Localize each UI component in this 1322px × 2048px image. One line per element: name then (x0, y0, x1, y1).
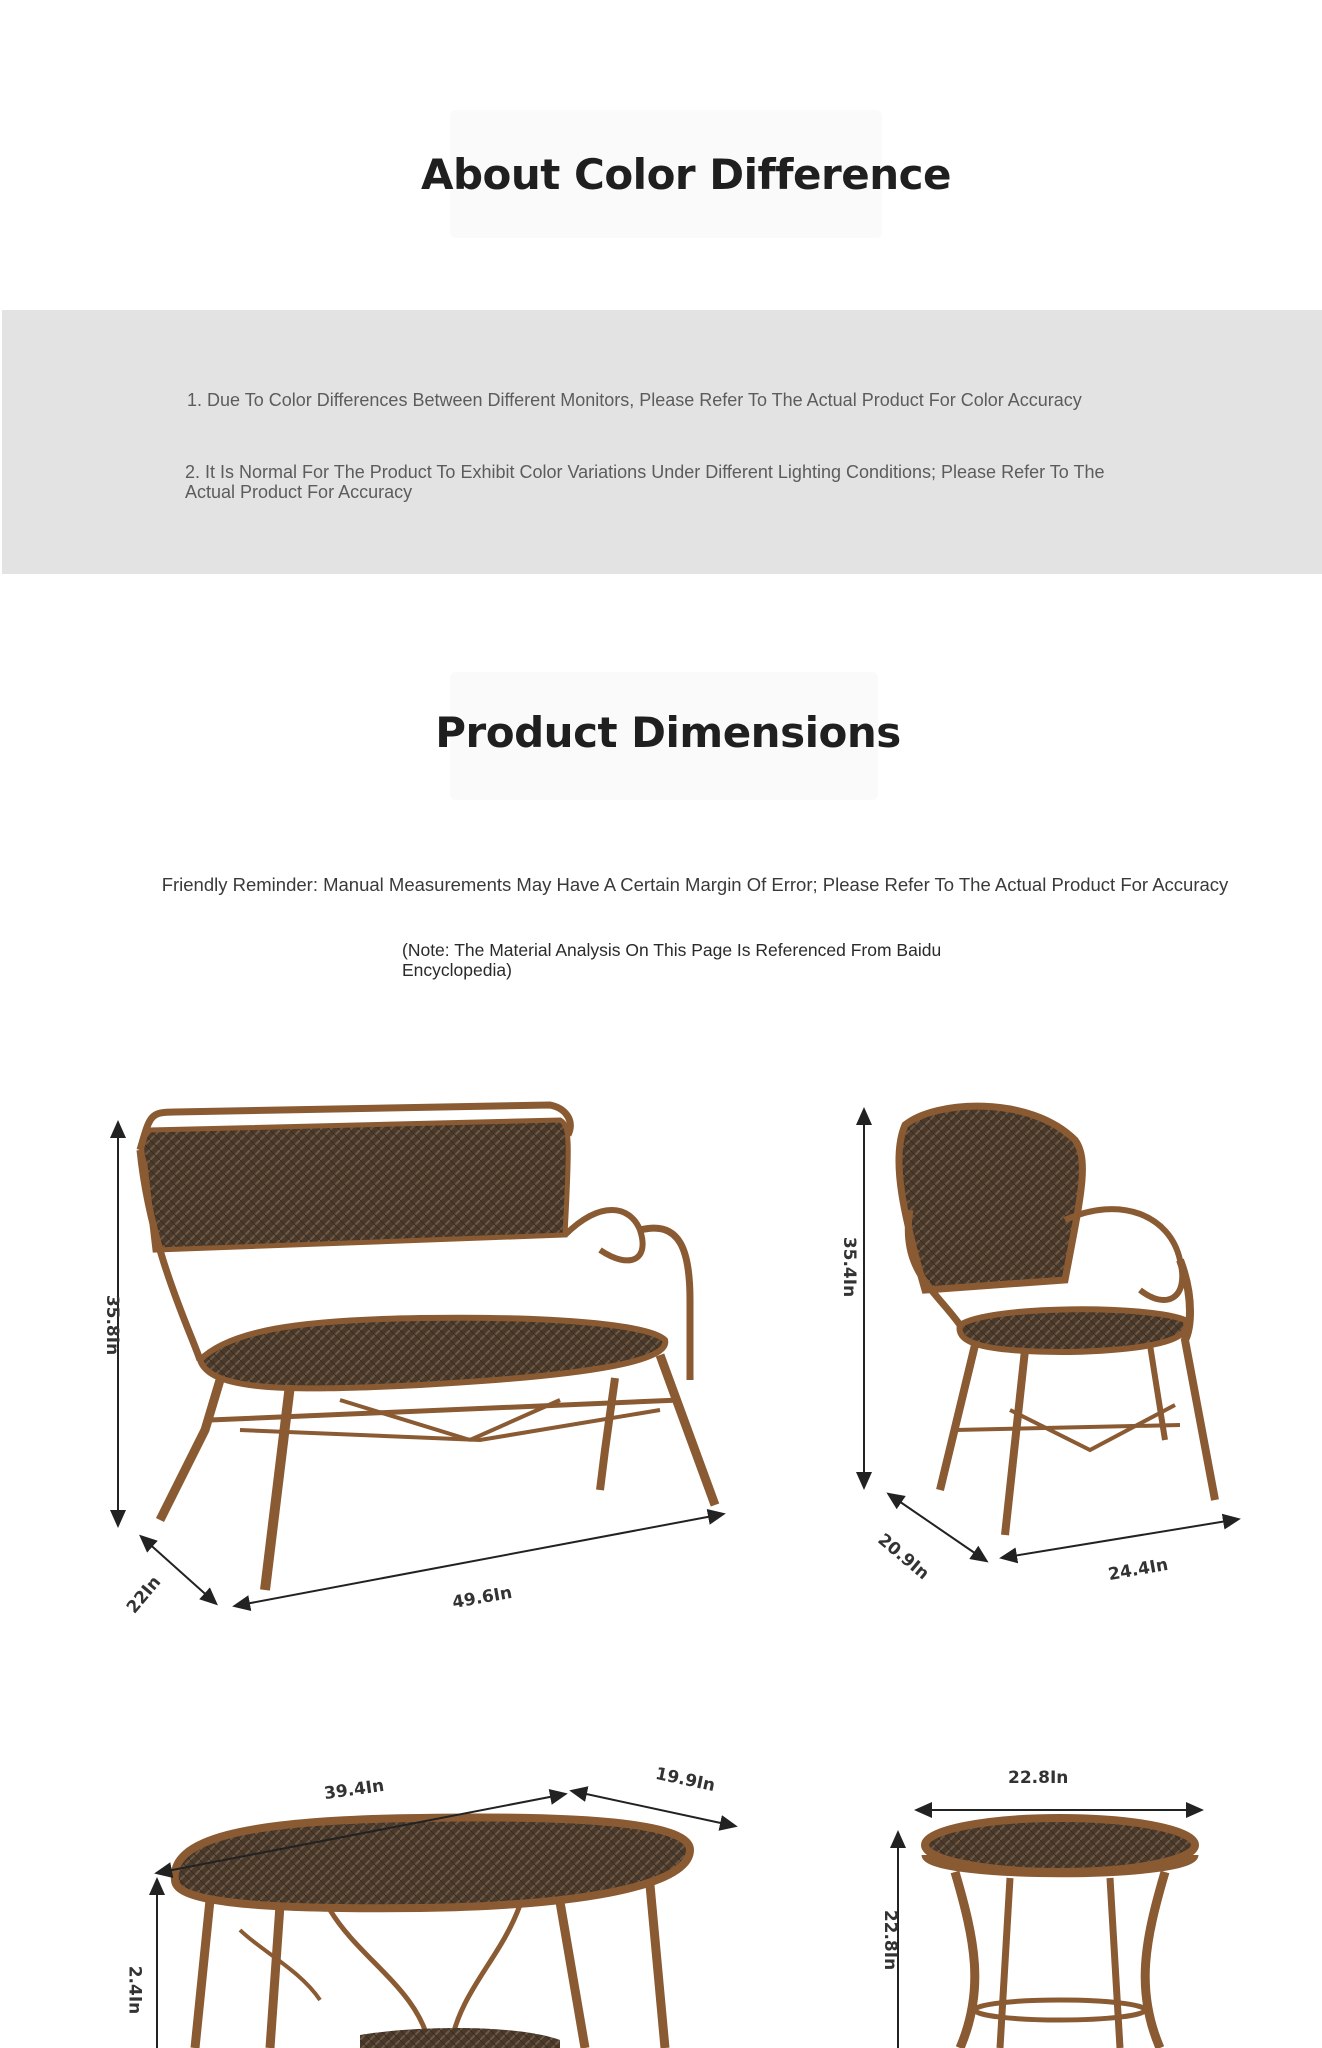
coffee-table-width-label: 19.9In (653, 1763, 717, 1797)
material-note: (Note: The Material Analysis On This Page Is Referenced From Baidu Encyclopedia) (402, 940, 942, 980)
product-dimensions-title: Product Dimensions (435, 708, 901, 757)
coffee-table-height-label: 2.4In (124, 1965, 145, 2015)
loveseat-height-label: 35.8In (102, 1294, 123, 1356)
coffee-table-illustration (175, 1817, 690, 2048)
armchair-depth-label: 20.9In (873, 1529, 933, 1585)
armchair-illustration (899, 1106, 1215, 1535)
loveseat-depth-label: 22In (122, 1572, 166, 1618)
armchair-width-arrow (1007, 1520, 1233, 1557)
side-table-diameter-label: 22.8In (1008, 1768, 1069, 1788)
armchair-height-label: 35.4In (839, 1236, 860, 1298)
color-note-2: 2. It Is Normal For The Product To Exhibit Color Variations Under Different Lighting Conditions; Please Refer To The Actual Product For Accuracy (185, 462, 1105, 502)
side-table-height-label: 22.8In (880, 1909, 901, 1971)
armchair-width-label: 24.4In (1106, 1554, 1170, 1586)
color-note-1: 1. Due To Color Differences Between Different Monitors, Please Refer To The Actual Product For Color Accuracy (187, 390, 1082, 410)
color-difference-title: About Color Difference (420, 150, 952, 199)
coffee-table-length-label: 39.4In (322, 1775, 386, 1805)
side-table-illustration (925, 1818, 1195, 2048)
loveseat-illustration (133, 1105, 715, 1590)
measurement-reminder: Friendly Reminder: Manual Measurements May Have A Certain Margin Of Error; Please Refer To The Actual Product For Accuracy (161, 874, 1229, 895)
loveseat-width-label: 49.6In (450, 1582, 514, 1614)
